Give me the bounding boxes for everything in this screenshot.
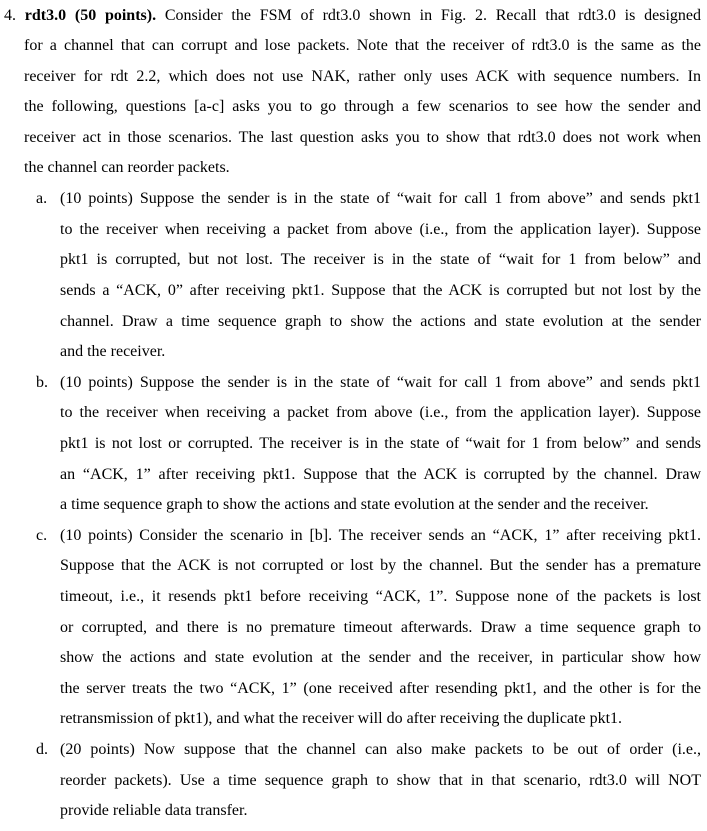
part-d-line-1: (20 points) Now suppose that the channel can also make packets to be out of order (i.e., — [60, 741, 701, 758]
part-b-marker: b. — [36, 374, 48, 391]
part-a-line-6: and the receiver. — [60, 343, 166, 360]
question-first-line — [4, 4, 701, 28]
part-c-line-3: timeout, i.e., it resends pkt1 before receiving “ACK, 1”. Suppose none of the packets is lost — [60, 588, 701, 605]
part-a-line-2: to the receiver when receiving a packet from above (i.e., from the application layer). Suppose — [60, 221, 701, 238]
part-b-line-1: (10 points) Suppose the sender is in the state of “wait for call 1 from above” and sends pkt1 — [60, 374, 701, 391]
intro-line-4: the following, questions [a-c] asks you to go through a few scenarios to see how the sender and — [24, 98, 701, 115]
part-c-line-1: (10 points) Consider the scenario in [b]. The receiver sends an “ACK, 1” after receiving pkt1. — [60, 527, 701, 544]
part-c-line-7: retransmission of pkt1), and what the receiver will do after receiving the duplicate pkt1. — [60, 710, 623, 727]
intro-line-5: receiver act in those scenarios. The last question asks you to show that rdt3.0 does not work when — [24, 129, 701, 146]
part-a-line-3: pkt1 is corrupted, but not lost. The receiver is in the state of “wait for 1 from below” and — [60, 251, 701, 268]
part-c-line-6: the server treats the two “ACK, 1” (one received after resending pkt1, and the other is for the — [60, 680, 701, 697]
part-d-line-3: provide reliable data transfer. — [60, 802, 248, 819]
part-d-marker: d. — [36, 741, 48, 758]
intro-line-3: receiver for rdt 2.2, which does not use NAK, rather only uses ACK with sequence numbers. In — [24, 68, 701, 85]
intro-line-6: the channel can reorder packets. — [24, 159, 230, 176]
part-b-line-5: a time sequence graph to show the actions and state evolution at the sender and the receiver. — [60, 496, 649, 513]
part-c-line-4: or corrupted, and there is no premature timeout afterwards. Draw a time sequence graph to — [60, 619, 701, 636]
intro-line-2: for a channel that can corrupt and lose packets. Note that the receiver of rdt3.0 is the same as the — [24, 37, 701, 54]
part-b-line-3: pkt1 is not lost or corrupted. The receiver is in the state of “wait for 1 from below” and sends — [60, 435, 701, 452]
part-a-marker: a. — [36, 190, 48, 207]
question-number: 4. — [4, 7, 16, 24]
part-a-line-5: channel. Draw a time sequence graph to show the actions and state evolution at the sender — [60, 313, 701, 330]
part-a-line-1: (10 points) Suppose the sender is in the state of “wait for call 1 from above” and sends pkt1 — [60, 190, 701, 207]
part-c-line-2: Suppose that the ACK is not corrupted or lost by the channel. But the sender has a premature — [60, 557, 701, 574]
intro-line-1: Consider the FSM of rdt3.0 shown in Fig. 2. Recall that rdt3.0 is designed — [164, 7, 701, 24]
part-c-marker: c. — [36, 527, 48, 544]
part-c-line-5: show the actions and state evolution at the sender and the receiver, in particular show how — [60, 649, 701, 666]
question-title: rdt3.0 (50 points). — [24, 7, 157, 24]
part-a-line-4: sends a “ACK, 0” after receiving pkt1. Suppose that the ACK is corrupted but not lost by the — [60, 282, 701, 299]
part-b-line-2: to the receiver when receiving a packet from above (i.e., from the application layer). Suppose — [60, 404, 701, 421]
part-b-line-4: an “ACK, 1” after receiving pkt1. Suppose that the ACK is corrupted by the channel. Draw — [60, 466, 701, 483]
part-d-line-2: reorder packets). Use a time sequence graph to show that in that scenario, rdt3.0 will NOT — [60, 772, 701, 789]
